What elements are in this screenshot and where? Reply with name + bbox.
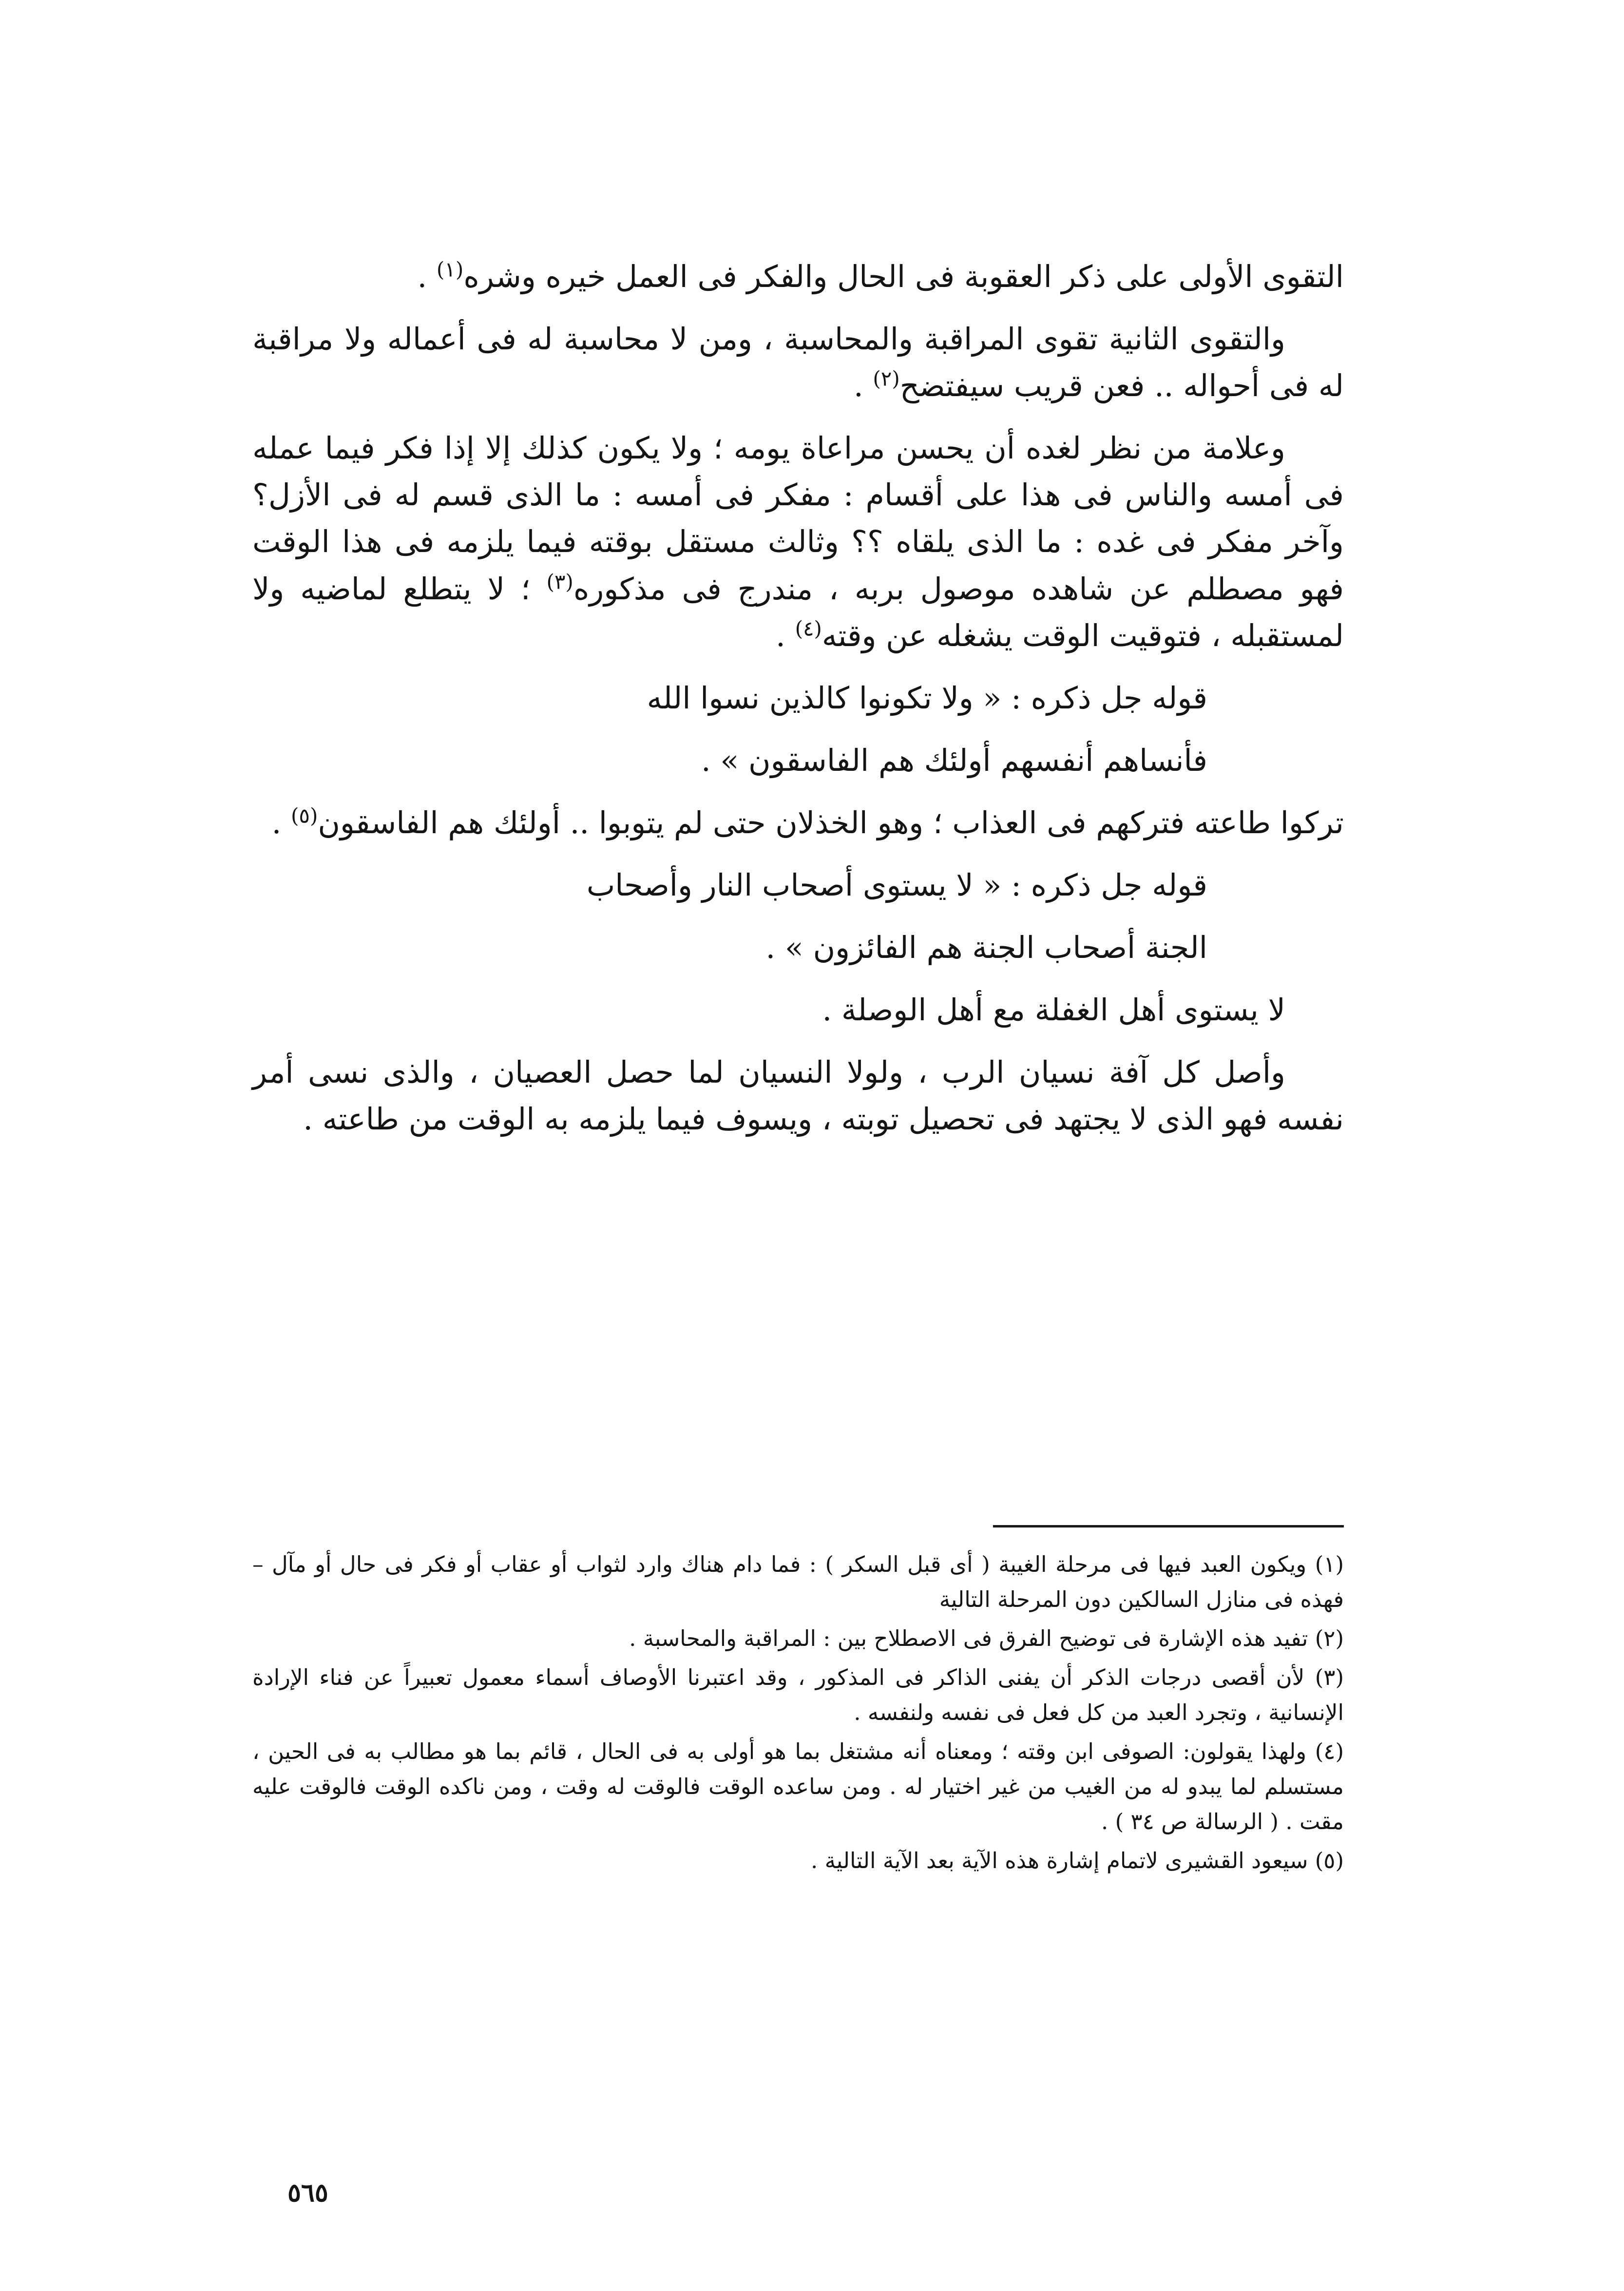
footnotes (252, 1547, 1344, 1882)
quran-verse-2-intro: قوله جل ذكره : « لا يستوى أصحاب النار وأصحاب (586, 867, 1207, 903)
footnote-ref-1: (١) (436, 257, 464, 282)
paragraph-2: والتقوى الثانية تقوى المراقبة والمحاسبة ، ومن لا محاسبة له فى أعماله ولا مراقبة له فى أحواله .. فعن قريب سيفتضح$^{(٢)}$ . (252, 321, 1344, 404)
main-text (252, 253, 1344, 1159)
paragraph-1: التقوى الأولى على ذكر العقوبة فى الحال والفكر فى العمل خيره وشره$^{(١)}$ . (417, 257, 1344, 294)
footnote-3: (٣) لأن أقصى درجات الذكر أن يفنى الذاكر فى المذكور ، وقد اعتبرنا الأوصاف أسماء معمول تعبيراً عن فناء الإرادة الإنسانية ، وتجرد العبد من كل فعل فى نفسه ولنفسه . (252, 1664, 1344, 1725)
footnote-2: (٢) تفيد هذه الإشارة فى توضيح الفرق فى الاصطلاح بين : المراقبة والمحاسبة . (629, 1625, 1344, 1651)
footnote-1: (١) ويكون العبد فيها فى مرحلة الغيبة ( أى قبل السكر ) : فما دام هناك وارد لثواب أو عقاب أو فكر فى حال أو مآل – فهذه فى منازل السالكين دون المرحلة التالية (252, 1551, 1344, 1612)
paragraph-4: تركوا طاعته فتركهم فى العذاب ؛ وهو الخذلان حتى لم يتوبوا .. أولئك هم الفاسقون$^{(٥)}$ . (271, 803, 1344, 840)
footnote-separator (993, 1525, 1344, 1527)
page-number: ٥٦٥ (287, 2178, 328, 2208)
footnote-ref-4: (٤) (795, 616, 822, 640)
paragraph-6: وأصل كل آفة نسيان الرب ، ولولا النسيان لما حصل العصيان ، والذى نسى أمر نفسه فهو الذى لا يجتهد فى تحصيل توبته ، ويسوف فيما يلزمه به الوقت من طاعته . (252, 1054, 1344, 1137)
paragraph-5: لا يستوى أهل الغفلة مع أهل الوصلة . (822, 992, 1285, 1028)
quran-verse-1-cont: فأنساهم أنفسهم أولئك هم الفاسقون » . (701, 742, 1207, 778)
footnote-4: (٤) ولهذا يقولون: الصوفى ابن وقته ؛ ومعناه أنه مشتغل بما هو أولى به فى الحال ، قائم بما هو مطالب به فى الحين ، مستسلم لما يبدو له من الغيب من غير اختيار له . ومن ساعده الوقت فالوقت له وقت ، ومن ناكده الوقت فالوقت عليه مقت . ( الرسالة ص ٣٤ ) . (252, 1738, 1344, 1834)
quran-verse-1-intro: قوله جل ذكره : « ولا تكونوا كالذين نسوا الله (647, 680, 1207, 716)
footnote-ref-3: (٣) (546, 569, 573, 593)
footnote-ref-2: (٢) (873, 366, 900, 391)
paragraph-3: وعلامة من نظر لغده أن يحسن مراعاة يومه ؛ ولا يكون كذلك إلا إذا فكر فيما عمله فى أمسه والناس فى هذا على أقسام : مفكر فى أمسه : ما الذى قسم له فى الأزل؟ وآخر مفكر فى غده : ما الذى يلقاه ؟؟ وثالث مستقل بوقته فيما يلزمه فى هذا الوقت فهو مصطلم عن شاهده موصول بربه ، مندرج فى مذكوره$^{(٣)}$ ؛ لا يتطلع لماضيه ولا لمستقبله ، فتوقيت الوقت يشغله عن وقته$^{(٤)}$ . (252, 430, 1344, 653)
footnote-ref-5: (٥) (290, 803, 318, 828)
quran-verse-2-cont: الجنة أصحاب الجنة هم الفائزون » . (765, 930, 1207, 966)
footnote-5: (٥) سيعود القشيرى لاتمام إشارة هذه الآية بعد الآية التالية . (810, 1848, 1344, 1873)
